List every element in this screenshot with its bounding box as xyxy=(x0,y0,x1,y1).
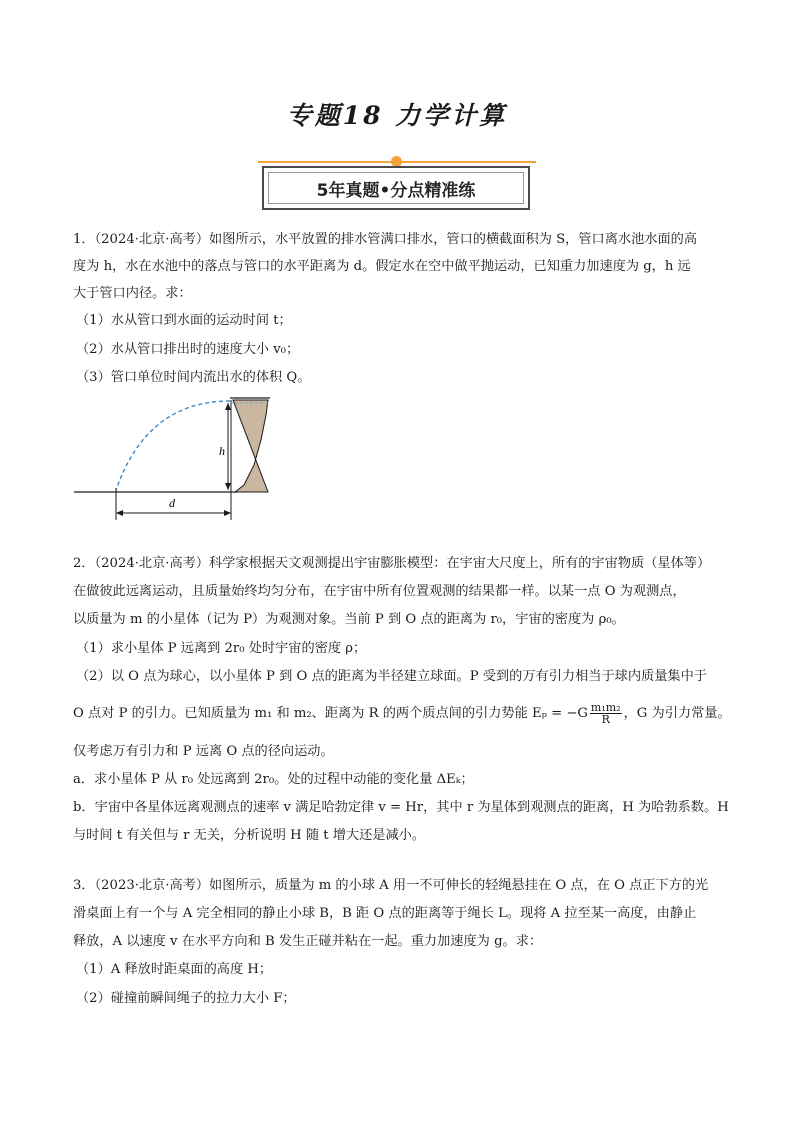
q1-figure xyxy=(72,395,272,525)
q3-line: 滑桌面上有一个与 A 完全相同的静止小球 B，B 距 O 点的距离等于绳长 L。现将 A 拉至某一高度，由静止 xyxy=(73,906,697,921)
q2-formula-tail: ，G 为引力常量。 xyxy=(623,706,731,721)
page-title: 专题18 力学计算 xyxy=(286,101,508,130)
q2-line: 与时间 t 有关但与 r 无关，分析说明 H 随 t 增大还是减小。 xyxy=(73,828,426,843)
h-label: h xyxy=(219,444,225,458)
q1-line: 度为 h，水在水池中的落点与管口的水平距离为 d。假定水在空中做平抛运动，已知重力加速度为 g，h 远 xyxy=(73,259,691,274)
potential-energy-fraction xyxy=(590,702,622,725)
q1-line: 大于管口内径。求： xyxy=(73,286,192,301)
q3-subquestion: （2）碰撞前瞬间绳子的拉力大小 F； xyxy=(76,991,296,1006)
q1-subquestion: （3）管口单位时间内流出水的体积 Q。 xyxy=(76,370,311,385)
q2-line: 2．（2024·北京·高考）科学家根据天文观测提出宇宙膨胀模型：在宇宙大尺度上，所有的宇宙物质（星体等） xyxy=(73,556,711,571)
q2-formula-text: O 点对 P 的引力。已知质量为 m₁ 和 m₂、距离为 R 的两个质点间的引力势能 Eₚ = −G xyxy=(73,706,588,721)
d-label: d xyxy=(169,496,175,510)
arrow-right-icon xyxy=(224,510,231,516)
q3-subquestion: （1）A 释放时距桌面的高度 H； xyxy=(76,962,273,977)
arrow-left-icon xyxy=(116,510,123,516)
q2-formula-line xyxy=(73,702,731,725)
q2-line: 仅考虑万有引力和 P 远离 O 点的径向运动。 xyxy=(73,744,334,759)
q3-line: 释放，A 以速度 v 在水平方向和 B 发生正碰并粘在一起。重力加速度为 g。求： xyxy=(73,934,543,949)
q3-line: 3．（2023·北京·高考）如图所示，质量为 m 的小球 A 用一不可伸长的轻绳悬挂在 O 点，在 O 点正下方的光 xyxy=(73,878,709,893)
q2-line: 以质量为 m 的小星体（记为 P）为观测对象。当前 P 到 O 点的距离为 r₀，宇宙的密度为 ρ₀。 xyxy=(73,612,625,627)
q2-subquestion: （1）求小星体 P 远离到 2r₀ 处时宇宙的密度 ρ； xyxy=(76,641,367,656)
q2-line: 在做彼此远离运动，且质量始终均匀分布，在宇宙中所有位置观测的结果都一样。以某一点 O 为观测点， xyxy=(73,584,686,599)
fraction-denominator: R xyxy=(601,713,610,726)
fraction-numerator: m₁m₂ xyxy=(590,701,621,714)
q2-subquestion: （2）以 O 点为球心，以小星体 P 到 O 点的距离为半径建立球面。P 受到的万有引力相当于球内质量集中于 xyxy=(76,669,707,684)
arrow-down-icon xyxy=(225,483,231,490)
arrow-up-icon xyxy=(225,403,231,410)
q1-subquestion: （1）水从管口到水面的运动时间 t； xyxy=(76,313,292,328)
q1-subquestion: （2）水从管口排出时的速度大小 v₀； xyxy=(76,342,300,357)
banner xyxy=(262,166,530,210)
q2-part-b: b．宇宙中各星体远离观测点的速率 v 满足哈勃定律 v = Hr，其中 r 为星体到观测点的距离，H 为哈勃系数。H xyxy=(73,800,729,815)
trajectory-curve xyxy=(116,401,230,490)
wall-shape xyxy=(233,400,268,492)
q2-part-a: a．求小星体 P 从 r₀ 处远离到 2r₀。处的过程中动能的变化量 ΔEₖ； xyxy=(73,772,474,787)
q1-line: 1．（2024·北京·高考）如图所示，水平放置的排水管满口排水，管口的横截面积为 S，管口离水池水面的高 xyxy=(73,232,698,247)
banner-label: 5年真题•分点精准练 xyxy=(268,172,524,204)
